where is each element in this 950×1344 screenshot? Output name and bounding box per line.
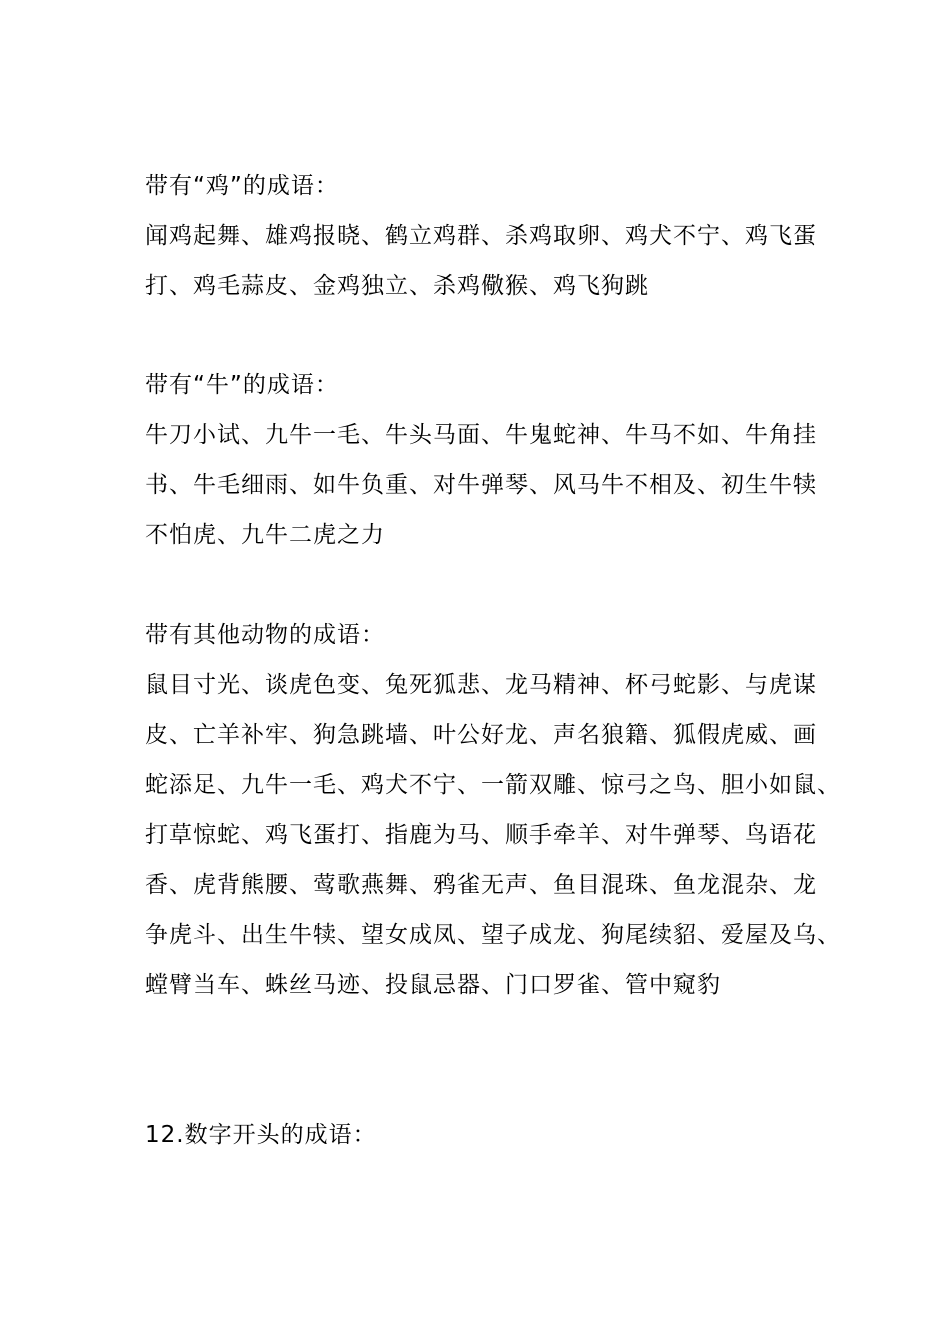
- section-heading: 带有其他动物的成语：: [145, 622, 385, 648]
- idiom-line: 书、牛毛细雨、如牛负重、对牛弹琴、风马牛不相及、初生牛犊: [145, 472, 817, 498]
- section-chicken-idioms: [145, 161, 817, 311]
- section-number-idioms: [145, 1110, 810, 1160]
- idiom-line: 争虎斗、出生牛犊、望女成凤、望子成龙、狗尾续貂、爱屋及乌、: [145, 922, 841, 948]
- section-other-animal-idioms: [145, 610, 841, 1010]
- idiom-line: 螳臂当车、蛛丝马迹、投鼠忌器、门口罗雀、管中窥豹: [145, 972, 721, 998]
- idiom-line: 闻鸡起舞、雄鸡报晓、鹤立鸡群、杀鸡取卵、鸡犬不宁、鸡飞蛋: [145, 223, 817, 249]
- section-ox-idioms: [145, 360, 817, 560]
- idiom-line: 不怕虎、九牛二虎之力: [145, 522, 385, 548]
- section-heading: 12.数字开头的成语：: [145, 1122, 377, 1148]
- idiom-line: 打、鸡毛蒜皮、金鸡独立、杀鸡儆猴、鸡飞狗跳: [145, 273, 649, 299]
- section-heading: 带有“牛”的成语：: [145, 372, 339, 398]
- idiom-line: 皮、亡羊补牢、狗急跳墙、叶公好龙、声名狼籍、狐假虎威、画: [145, 722, 817, 748]
- section-heading: 带有“鸡”的成语：: [145, 173, 339, 199]
- idiom-line: 蛇添足、九牛一毛、鸡犬不宁、一箭双雕、惊弓之鸟、胆小如鼠、: [145, 772, 841, 798]
- idiom-line: 牛刀小试、九牛一毛、牛头马面、牛鬼蛇神、牛马不如、牛角挂: [145, 422, 817, 448]
- idiom-line: 香、虎背熊腰、莺歌燕舞、鸦雀无声、鱼目混珠、鱼龙混杂、龙: [145, 872, 817, 898]
- idiom-line: 鼠目寸光、谈虎色变、兔死狐悲、龙马精神、杯弓蛇影、与虎谋: [145, 672, 817, 698]
- idiom-line: 打草惊蛇、鸡飞蛋打、指鹿为马、顺手牵羊、对牛弹琴、鸟语花: [145, 822, 817, 848]
